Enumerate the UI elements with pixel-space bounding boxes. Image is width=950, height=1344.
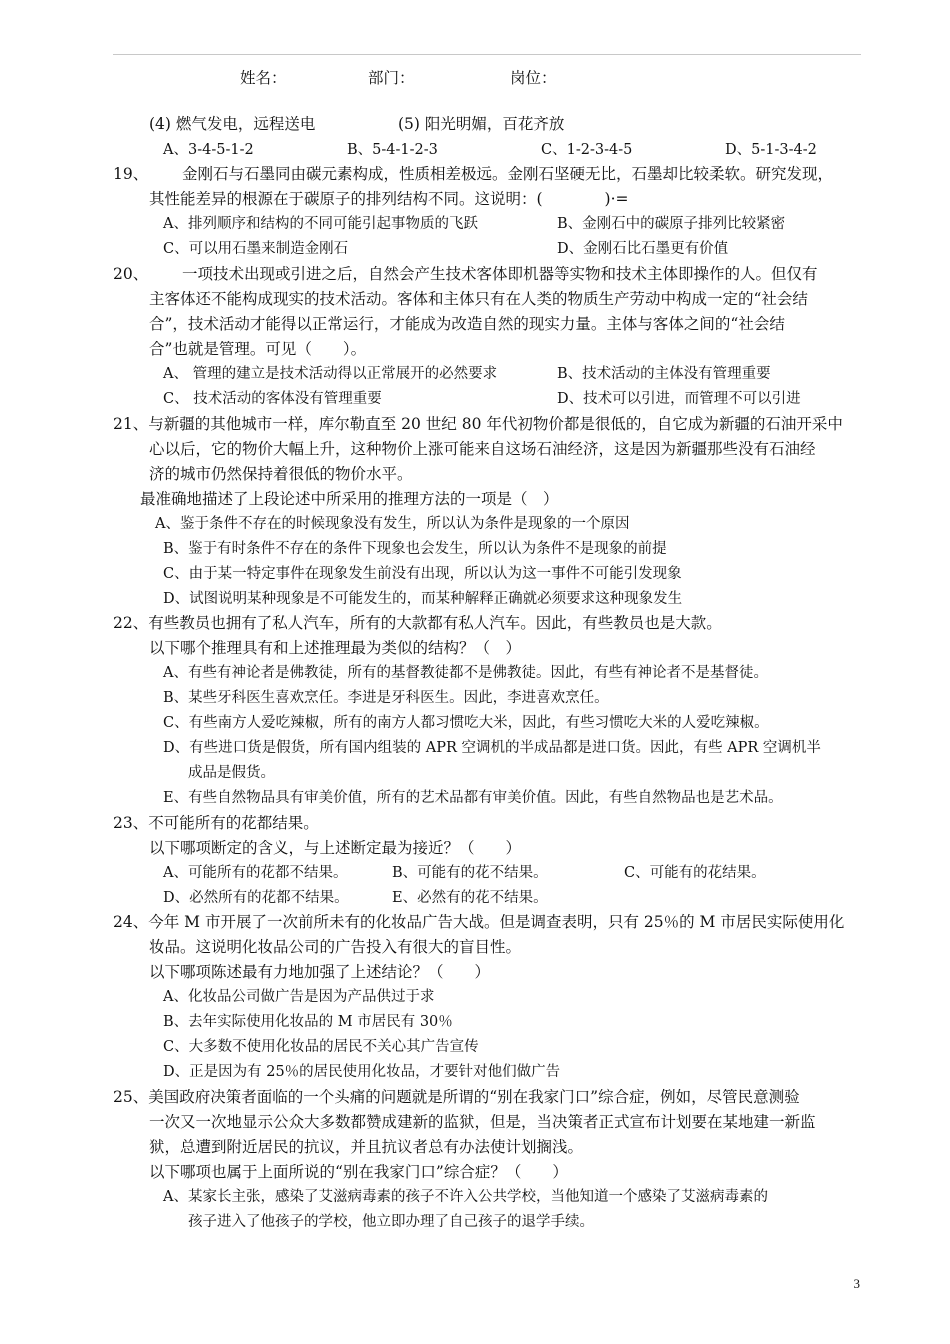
choice-d: D、技术可以引进，而管理不可以引进 <box>557 391 801 407</box>
choice-c: C、可以用石墨来制造金刚石 <box>163 241 349 257</box>
question-text: 金刚石与石墨同由碳元素构成，性质相差极远。金刚石坚硬无比，石墨却比较柔软。研究发现， <box>182 165 834 183</box>
question-text: 济的城市仍然保持着很低的物价水平。 <box>149 465 413 483</box>
choice-b: B、5-4-1-2-3 <box>347 142 438 158</box>
question-text: 心以后，它的物价大幅上升，这种物价上涨可能来自这场石油经济，这是因为新疆那些没有石油经 <box>149 440 816 458</box>
question-number: 20、 <box>113 265 149 283</box>
choice-b: B、金刚石中的碳原子排列比较紧密 <box>557 216 786 232</box>
choice-e: E、必然有的花不结果。 <box>392 890 548 906</box>
question-text: 妆品。这说明化妆品公司的广告投入有很大的盲目性。 <box>149 938 522 956</box>
option-text: (5) 阳光明媚，百花齐放 <box>398 115 565 133</box>
choice-d: D、金刚石比石墨更有价值 <box>557 241 729 257</box>
choice-b: B、去年实际使用化妆品的 M 市居民有 30％ <box>163 1014 453 1030</box>
choice-c: C、大多数不使用化妆品的居民不关心其广告宣传 <box>163 1039 479 1055</box>
choice-a: A、有些有神论者是佛教徒，所有的基督教徒都不是佛教徒。因此，有些有神论者不是基督徒。 <box>163 665 768 681</box>
question-text: 合”也就是管理。可见（ ）。 <box>149 340 367 358</box>
choice-a: A、某家长主张，感染了艾滋病毒素的孩子不许入公共学校，当他知道一个感染了艾滋病毒素的 <box>163 1189 768 1205</box>
question-text: 一次又一次地显示公众大多数都赞成建新的监狱，但是，当决策者正式宣布计划要在某地建一新监 <box>149 1113 816 1131</box>
choice-b: B、技术活动的主体没有管理重要 <box>557 366 771 382</box>
page-number: 3 <box>853 1276 860 1291</box>
choice-a: A、3-4-5-1-2 <box>163 142 254 158</box>
question-text: 一项技术出现或引进之后，自然会产生技术客体即机器等实物和技术主体即操作的人。但仅有 <box>182 265 818 283</box>
dept-label: 部门： <box>368 69 415 87</box>
choice-d: D、试图说明某种现象是不可能发生的，而某种解释正确就必须要求这种现象发生 <box>163 591 683 607</box>
choice-d: D、必然所有的花都不结果。 <box>163 890 349 906</box>
choice-a: A、 管理的建立是技术活动得以正常展开的必然要求 <box>163 366 498 382</box>
question-text: 25、美国政府决策者面临的一个头痛的问题就是所谓的“别在我家门口”综合症，例如，尽管民意测验 <box>113 1088 800 1106</box>
question-prompt: 以下哪项陈述最有力地加强了上述结论？（ ） <box>149 963 491 981</box>
choice-b: B、鉴于有时条件不存在的条件下现象也会发生，所以认为条件不是现象的前提 <box>163 541 667 557</box>
question-text: 合”，技术活动才能得以正常运行，才能成为改造自然的现实力量。主体与客体之间的“社会结 <box>149 315 785 333</box>
choice-d: D、5-1-3-4-2 <box>725 142 817 158</box>
question-prompt: 以下哪项断定的含义，与上述断定最为接近？（ ） <box>149 839 522 857</box>
header-rule <box>113 54 861 55</box>
choice-d: D、正是因为有 25％的居民使用化妆品，才要针对他们做广告 <box>163 1064 561 1080</box>
choice-a: A、可能所有的花都不结果。 <box>163 865 348 881</box>
question-text: 21、与新疆的其他城市一样，库尔勒直至 20 世纪 80 年代初物价都是很低的，自它成为新疆的石油开采中 <box>113 415 843 433</box>
question-text: 23、不可能所有的花都结果。 <box>113 814 319 832</box>
choice-a-continued: 孩子进入了他孩子的学校，他立即办理了自己孩子的退学手续。 <box>188 1214 594 1230</box>
choice-a: A、化妆品公司做广告是因为产品供过于求 <box>163 989 435 1005</box>
choice-e: E、有些自然物品具有审美价值，所有的艺术品都有审美价值。因此，有些自然物品也是艺术品。 <box>163 790 783 806</box>
choice-c: C、 技术活动的客体没有管理重要 <box>163 391 382 407</box>
question-text: 其性能差异的根源在于碳原子的排列结构不同。这说明：( )·= <box>149 190 629 208</box>
option-text: (4) 燃气发电，远程送电 <box>149 115 316 133</box>
question-text: 主客体还不能构成现实的技术活动。客体和主体只有在人类的物质生产劳动中构成一定的“社会结 <box>149 290 808 308</box>
question-prompt: 以下哪项也属于上面所说的“别在我家门口”综合症？（ ） <box>149 1163 568 1181</box>
choice-b: B、可能有的花不结果。 <box>392 865 548 881</box>
choice-c: C、由于某一特定事件在现象发生前没有出现，所以认为这一事件不可能引发现象 <box>163 566 682 582</box>
name-label: 姓名： <box>240 69 287 87</box>
question-prompt: 以下哪个推理具有和上述推理最为类似的结构？（ ） <box>149 639 522 657</box>
question-text: 24、今年 M 市开展了一次前所未有的化妆品广告大战。但是调查表明，只有 25％的 M 市居民实际使用化 <box>113 913 845 931</box>
choice-d: D、有些进口货是假货，所有国内组装的 APR 空调机的半成品都是进口货。因此，有些 APR 空调机半 <box>163 740 821 756</box>
choice-b: B、某些牙科医生喜欢烹任。李进是牙科医生。因此，李进喜欢烹任。 <box>163 690 609 706</box>
choice-a: A、鉴于条件不存在的时候现象没有发生，所以认为条件是现象的一个原因 <box>155 516 630 532</box>
choice-c: C、有些南方人爱吃辣椒，所有的南方人都习惯吃大米，因此，有些习惯吃大米的人爱吃辣椒。 <box>163 715 769 731</box>
post-label: 岗位： <box>510 69 557 87</box>
choice-a: A、排列顺序和结构的不同可能引起事物质的飞跃 <box>163 216 478 232</box>
question-prompt: 最准确地描述了上段论述中所采用的推理方法的一项是（ ） <box>140 490 559 508</box>
choice-c: C、1-2-3-4-5 <box>541 142 633 158</box>
question-text: 狱，总遭到附近居民的抗议，并且抗议者总有办法使计划搁浅。 <box>149 1138 584 1156</box>
question-text: 22、有些教员也拥有了私人汽车，所有的大款都有私人汽车。因此，有些教员也是大款。 <box>113 614 722 632</box>
choice-d-continued: 成品是假货。 <box>188 765 275 781</box>
question-number: 19、 <box>113 165 149 183</box>
choice-c: C、可能有的花结果。 <box>624 865 766 881</box>
